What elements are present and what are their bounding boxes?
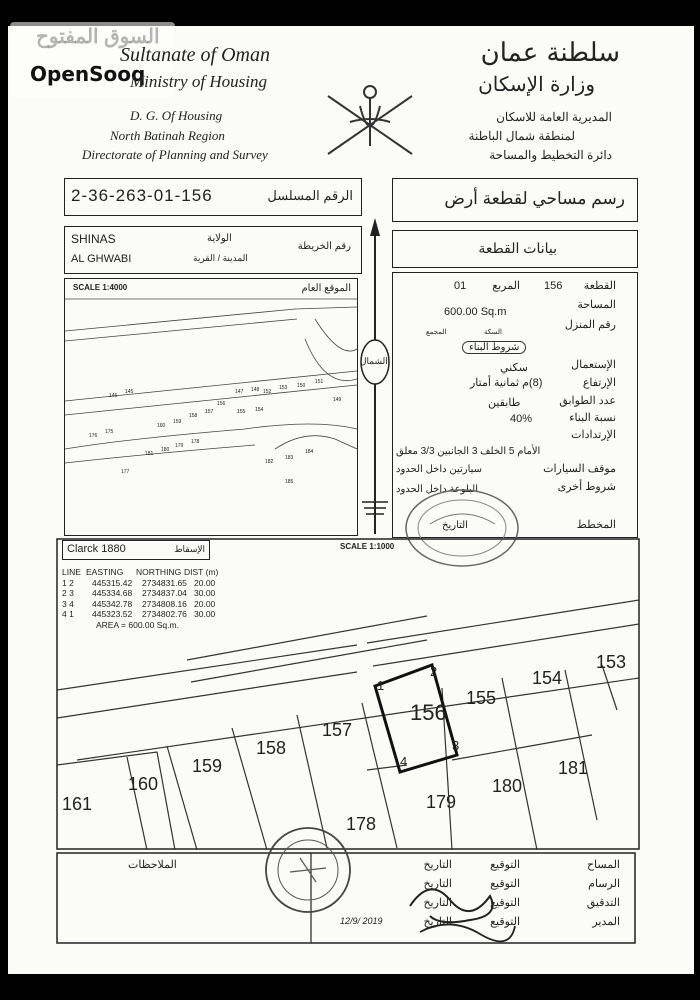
locator-lot-number: 176 <box>89 433 98 439</box>
wilayat-value: SHINAS <box>71 232 116 246</box>
coord-header: NORTHING <box>136 567 182 577</box>
projection-value: Clarck 1880 <box>67 543 126 555</box>
locator-lot-number: 145 <box>125 389 134 395</box>
header-ar-line3: المديرية العامة للاسكان <box>496 110 612 124</box>
coord-row: 3 4 445342.78 2734808.16 20.00 <box>62 598 216 609</box>
plot-data-title: بيانات القطعة <box>478 240 557 256</box>
town-label: المدينة / القرية <box>193 253 248 263</box>
locator-lot-number: 153 <box>279 385 288 391</box>
header-en-line2: Ministry of Housing <box>130 72 267 91</box>
large-scale: SCALE 1:1000 <box>340 542 395 551</box>
footer-role: الرسام <box>588 878 620 890</box>
footer-date-label: التاريخ <box>423 916 452 928</box>
general-location-label: الموقع العام <box>301 283 351 294</box>
area-label: المساحة <box>577 299 616 311</box>
footer-sign-label: التوقيع <box>490 878 520 890</box>
footer-sign-label: التوقيع <box>490 916 520 928</box>
complex-label: المجمع <box>426 329 447 336</box>
locator-lot-number: 157 <box>205 409 214 415</box>
town-value: AL GHWABI <box>71 253 132 265</box>
parcel-number: 154 <box>532 668 563 688</box>
locator-lot-number: 160 <box>157 423 166 429</box>
locator-lot-number: 151 <box>315 379 324 385</box>
locator-lot-number: 150 <box>297 383 306 389</box>
setbacks-label: الإرتدادات <box>571 429 616 441</box>
locator-lot-number: 149 <box>333 397 342 403</box>
use-value: سكني <box>500 362 528 374</box>
header-ar-line5: دائرة التخطيط والمساحة <box>489 148 612 162</box>
locator-lot-number: 184 <box>305 449 314 455</box>
parcel-number: 155 <box>466 688 497 708</box>
floors-label: عدد الطوابق <box>559 395 616 407</box>
corner-number: 4 <box>400 754 408 769</box>
block-value: 01 <box>454 280 467 292</box>
parcel-number: 156 <box>410 700 447 725</box>
parcel-number: 160 <box>128 774 159 794</box>
coord-header: LINE <box>62 567 81 577</box>
plot-data-header-box <box>392 230 638 268</box>
area-value: 600.00 Sq.m <box>444 306 507 318</box>
parcel-number: 181 <box>558 758 589 778</box>
footer-date-label: التاريخ <box>423 859 452 871</box>
wilayat-label: الولاية <box>207 233 232 244</box>
coord-header: EASTING <box>86 567 124 577</box>
corner-number: 2 <box>430 664 438 679</box>
locator-lot-number: 152 <box>263 389 272 395</box>
locator-lot-number: 156 <box>217 401 226 407</box>
other-value: البلوعة داخل الحدود <box>396 484 479 495</box>
parcel-number: 180 <box>492 776 523 796</box>
location-box <box>64 226 362 274</box>
footer-sign-label: التوقيع <box>490 859 520 871</box>
coord-row: 1 2 445315.42 2734831.65 20.00 <box>62 577 216 588</box>
parcel-number: 153 <box>596 652 627 672</box>
locator-scale: SCALE 1:4000 <box>73 283 128 292</box>
header-en-line5: Directorate of Planning and Survey <box>82 147 268 162</box>
coord-row: 4 1 445323.52 2734802.76 30.00 <box>62 609 216 619</box>
header-en-line1: Sultanate of Oman <box>120 44 270 66</box>
planner-label: المخطط <box>576 519 616 531</box>
locator-lot-number: 175 <box>105 429 114 435</box>
block-label: المربع <box>492 280 520 292</box>
locator-lot-number: 159 <box>173 419 182 425</box>
document-title: رسم مساحي لقطعة أرض <box>444 189 625 208</box>
locator-lot-number: 155 <box>237 409 246 415</box>
watermark-arabic: السوق المفتوح <box>36 26 160 48</box>
header-ar-line2: وزارة الإسكان <box>478 72 595 96</box>
signature-icon <box>400 876 520 946</box>
header-ar-line4: لمنطقة شمال الباطنة <box>468 129 575 143</box>
conditions-title: شروط البناء <box>462 341 526 354</box>
coord-area: AREA = 600.00 Sq.m. <box>96 619 179 630</box>
planner-date-label: التاريخ <box>442 520 468 531</box>
locator-lot-number: 146 <box>109 393 118 399</box>
footer-role: المدير <box>592 916 620 928</box>
floors-value: طابقين <box>488 397 521 409</box>
parcel-number: 157 <box>322 720 353 740</box>
coord-row: 2 3 445334.68 2734837.04 30.00 <box>62 588 216 598</box>
footer-date-label: التاريخ <box>423 897 452 909</box>
serial-box <box>64 178 362 216</box>
header-en-line3: D. G. Of Housing <box>130 108 223 123</box>
house-no-label: رقم المنزل <box>564 319 616 331</box>
footer-date-value: 12/9/ 2019 <box>340 916 383 926</box>
parcel-map <box>57 560 639 850</box>
parking-label: موقف السيارات <box>543 463 616 475</box>
locator-lot-number: 148 <box>251 387 260 393</box>
footer-date-label: التاريخ <box>423 878 452 890</box>
footer-sign-label: التوقيع <box>490 897 520 909</box>
plot-label: القطعة <box>583 280 616 292</box>
parcel-number: 161 <box>62 794 93 814</box>
locator-lot-number: 154 <box>255 407 264 413</box>
footer-stamp-icon <box>260 822 356 918</box>
parcel-number: 158 <box>256 738 287 758</box>
setbacks-value: الأمام 5 الخلف 3 الجانبين 3/3 معلق <box>396 446 541 457</box>
parcel-number: 159 <box>192 756 223 776</box>
locator-lot-number: 182 <box>265 459 274 465</box>
footer-role: المساح <box>586 859 620 871</box>
north-label: الشمال <box>360 356 388 366</box>
parking-value: سيارتين داخل الحدود <box>396 464 483 475</box>
locator-lot-number: 177 <box>121 469 130 475</box>
header-ar-line1: سلطنة عمان <box>480 38 620 68</box>
ratio-value: 40% <box>510 413 533 425</box>
parcel-number: 179 <box>426 792 457 812</box>
locator-lot-number: 179 <box>175 443 184 449</box>
locator-lot-number: 158 <box>189 413 198 419</box>
projection-label: الإسقاط <box>174 544 205 554</box>
street-label: السكة <box>484 329 502 336</box>
plot-value: 156 <box>544 280 563 292</box>
locator-lot-number: 185 <box>285 479 294 485</box>
watermark-brand: OpenSooq <box>30 62 146 86</box>
locator-lot-number: 181 <box>145 451 154 457</box>
locator-lot-number: 147 <box>235 389 244 395</box>
use-label: الإستعمال <box>571 359 616 371</box>
locator-map <box>64 278 358 536</box>
ratio-label: نسبة البناء <box>569 412 616 424</box>
locator-lot-number: 183 <box>285 455 294 461</box>
header-en-line4: North Batinah Region <box>110 128 225 143</box>
serial-label: الرقم المسلسل <box>267 188 353 203</box>
coord-header: DIST (m) <box>184 567 219 577</box>
notes-label: الملاحظات <box>128 859 177 871</box>
other-label: شروط أخرى <box>557 481 616 493</box>
title-box <box>392 178 638 222</box>
serial-value: 2-36-263-01-156 <box>71 186 213 205</box>
height-value: (8)م ثمانية أمتار <box>470 377 543 389</box>
locator-lot-labels <box>65 279 357 535</box>
footer-role: التدقيق <box>586 897 620 909</box>
corner-number: 3 <box>452 738 460 753</box>
height-label: الإرتفاع <box>582 377 616 389</box>
map-no-label: رقم الخريطة <box>297 241 351 252</box>
locator-lot-number: 180 <box>161 447 170 453</box>
oman-emblem-icon <box>320 76 420 160</box>
parcel-number: 178 <box>346 814 377 834</box>
locator-lot-number: 178 <box>191 439 200 445</box>
corner-number: 1 <box>377 678 385 693</box>
